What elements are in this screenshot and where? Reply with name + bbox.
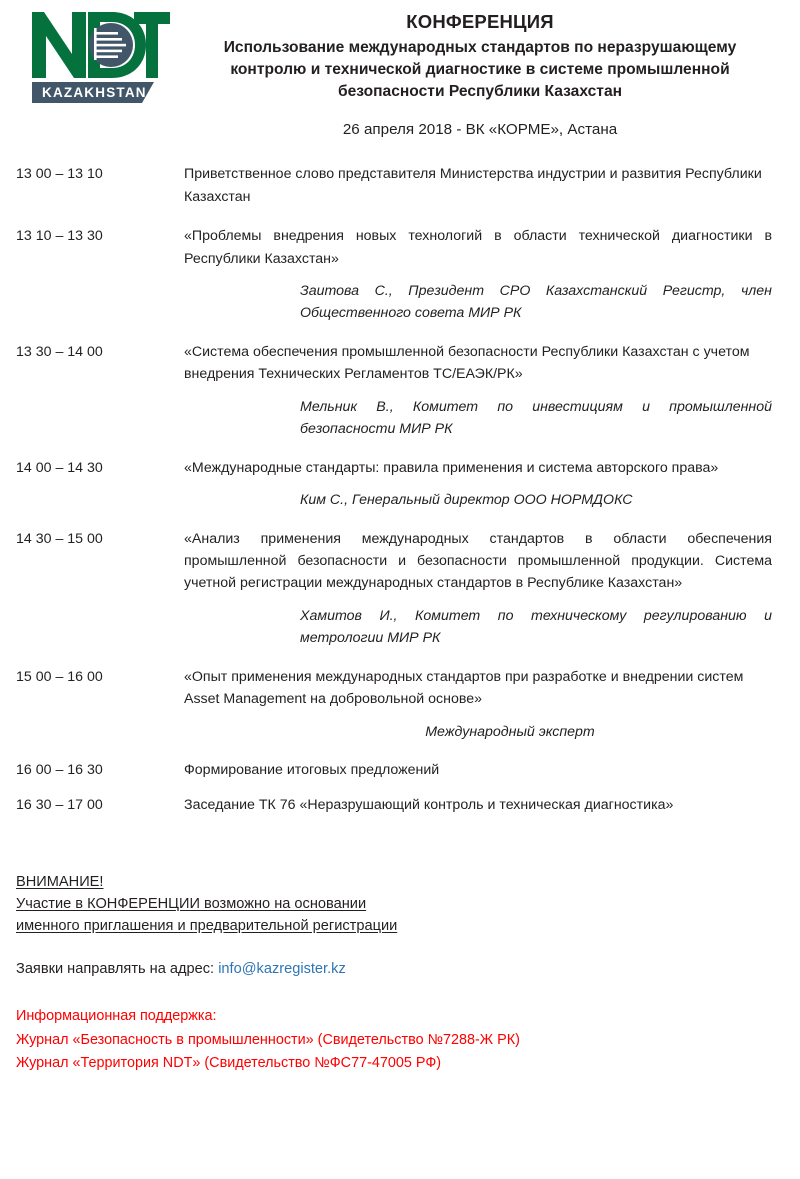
contact-email-link[interactable]: info@kazregister.kz bbox=[218, 961, 346, 978]
attention-notice bbox=[16, 871, 784, 938]
schedule-time: 15 00 – 16 00 bbox=[16, 668, 103, 685]
schedule-row bbox=[16, 341, 772, 386]
support-journal-1: Журнал «Безопасность в промышленности» (Свидетельство №7288-Ж РК) bbox=[16, 1031, 520, 1048]
schedule-time: 13 30 – 14 00 bbox=[16, 343, 103, 360]
speaker-wrap bbox=[184, 396, 772, 441]
schedule-row bbox=[16, 457, 772, 479]
schedule-time: 14 00 – 14 30 bbox=[16, 459, 103, 476]
notice-line-2 bbox=[16, 893, 784, 915]
schedule-row bbox=[16, 163, 772, 208]
speaker-gutter bbox=[16, 280, 184, 325]
speaker-gutter bbox=[16, 605, 184, 650]
schedule-row bbox=[16, 225, 772, 270]
schedule-description: «Система обеспечения промышленной безопасности Республики Казахстан с учетом внедрения Технических Регламентов ТС/ЕАЭК/РК» bbox=[184, 343, 750, 383]
apply-line bbox=[16, 959, 784, 981]
schedule-row bbox=[16, 759, 772, 781]
title-block bbox=[184, 6, 786, 139]
schedule-description: «Международные стандарты: правила применения и система авторского права» bbox=[184, 459, 719, 476]
schedule-description: Приветственное слово представителя Министерства индустрии и развития Республики Казахстан bbox=[184, 166, 762, 205]
schedule-description: «Опыт применения международных стандартов при разработке и внедрении систем Asset Management на добровольной основе» bbox=[184, 668, 744, 708]
schedule-time: 13 10 – 13 30 bbox=[16, 228, 103, 245]
schedule-time: 14 30 – 15 00 bbox=[16, 530, 103, 547]
speaker-row bbox=[16, 489, 772, 511]
schedule-row bbox=[16, 528, 772, 595]
apply-label: Заявки направлять на адрес: bbox=[16, 961, 215, 978]
speaker-wrap bbox=[184, 280, 772, 325]
notice-line-1 bbox=[16, 871, 784, 893]
support-title: Информационная поддержка: bbox=[16, 1008, 217, 1025]
page-header bbox=[0, 0, 800, 139]
logo-banner-text: KAZAKHSTAN bbox=[42, 85, 147, 100]
notice-line-3 bbox=[16, 915, 784, 937]
speaker-name: Международный эксперт bbox=[425, 723, 595, 740]
schedule-time: 16 30 – 17 00 bbox=[16, 797, 103, 814]
ndt-logo-icon bbox=[30, 8, 170, 104]
schedule-description: «Проблемы внедрения новых технологий в области технической диагностики в Республики Казахстан» bbox=[184, 228, 772, 267]
speaker-name: Ким С., Генеральный директор ООО НОРМДОКС bbox=[300, 492, 633, 509]
schedule-row bbox=[16, 794, 772, 816]
notice-text-3: именного приглашения и предварительной регистрации bbox=[16, 918, 398, 935]
speaker-row bbox=[16, 721, 772, 743]
speaker-row bbox=[16, 396, 772, 441]
speaker-row bbox=[16, 605, 772, 650]
page-title: Использование международных стандартов по неразрушающему контролю и технической диагностике в системе промышленной безопасности Республики Казахстан bbox=[223, 39, 737, 101]
schedule-description: «Анализ применения международных стандартов в области обеспечения промышленной безопасности и безопасности промышленной продукции. Система учетной регистрации международных стандартов в Республике Казахстан» bbox=[184, 530, 772, 592]
support-journal-2: Журнал «Территория NDT» (Свидетельство №ФС77-47005 РФ) bbox=[16, 1054, 442, 1071]
speaker-row bbox=[16, 280, 772, 325]
notice-text-1: ВНИМАНИЕ! bbox=[16, 873, 104, 890]
date-venue: 26 апреля 2018 - ВК «КОРМЕ», Астана bbox=[342, 120, 618, 138]
speaker-wrap bbox=[184, 721, 772, 743]
information-support bbox=[16, 1005, 784, 1075]
speaker-gutter bbox=[16, 489, 184, 511]
speaker-wrap bbox=[184, 605, 772, 650]
program-schedule bbox=[0, 163, 800, 817]
schedule-description: Заседание ТК 76 «Неразрушающий контроль и техническая диагностика» bbox=[184, 797, 674, 814]
speaker-gutter bbox=[16, 721, 184, 743]
ndt-kazakhstan-logo bbox=[14, 6, 184, 104]
speaker-name: Мельник В., Комитет по инвестициям и промышленной безопасности МИР РК bbox=[300, 398, 772, 438]
schedule-row bbox=[16, 666, 772, 711]
schedule-time: 13 00 – 13 10 bbox=[16, 166, 103, 183]
page-footer bbox=[0, 871, 800, 1075]
notice-text-2: Участие в КОНФЕРЕНЦИИ возможно на основании bbox=[16, 896, 367, 913]
speaker-name: Заитова С., Президент СРО Казахстанский Регистр, член Общественного совета МИР РК bbox=[300, 283, 772, 322]
schedule-time: 16 00 – 16 30 bbox=[16, 762, 103, 779]
speaker-gutter bbox=[16, 396, 184, 441]
speaker-wrap bbox=[184, 489, 772, 511]
speaker-name: Хамитов И., Комитет по техническому регулированию и метрологии МИР РК bbox=[300, 607, 772, 647]
conference-kicker: КОНФЕРЕНЦИЯ bbox=[406, 11, 554, 32]
schedule-description: Формирование итоговых предложений bbox=[184, 762, 440, 779]
